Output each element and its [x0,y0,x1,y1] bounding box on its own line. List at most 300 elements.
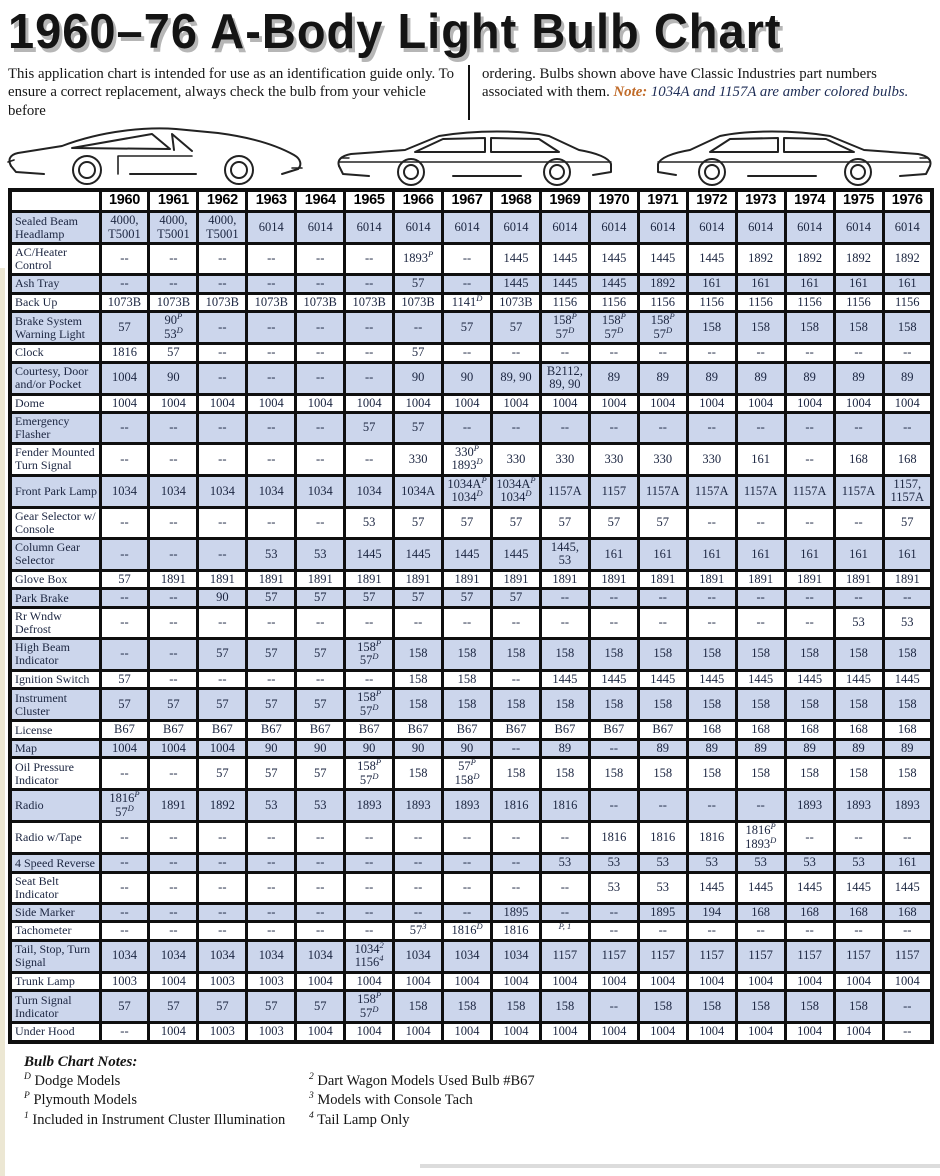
bulb-cell: 1156 [687,293,736,312]
bulb-cell: -- [296,362,345,394]
bulb-cell: -- [149,507,198,538]
bulb-cell: -- [540,344,589,363]
bulb-cell: $158^P$ $57^D$ [345,638,394,670]
bulb-cell: -- [345,362,394,394]
year-header: 1967 [443,190,492,211]
bulb-cell: -- [247,922,296,941]
bulb-cell: 168 [834,443,883,475]
bulb-cell: 1004 [785,972,834,991]
bulb-cell: -- [149,607,198,638]
bulb-cell: -- [492,413,541,444]
bulb-cell: -- [149,538,198,570]
table-row [10,212,932,244]
bulb-cell: 1003 [247,1023,296,1042]
row-label: Courtesy, Door and/or Pocket [10,362,100,394]
bulb-cell: 1073B [149,293,198,312]
bulb-cell: 1004 [296,1023,345,1042]
bulb-cell: -- [296,903,345,922]
bulb-cell: 1157 [736,940,785,972]
bulb-cell: -- [589,922,638,941]
bulb-cell: -- [589,344,638,363]
row-label: Sealed Beam Headlamp [10,212,100,244]
bulb-cell: 1034 [198,940,247,972]
bulb-cell: -- [492,607,541,638]
bulb-cell: 53 [834,607,883,638]
bulb-cell: -- [834,344,883,363]
bulb-cell: -- [198,538,247,570]
notes-column-right [309,1072,535,1131]
bulb-cell: 57 [443,312,492,344]
bulb-cell: 1893 [443,790,492,822]
bulb-cell: -- [736,922,785,941]
bulb-cell: 1004 [589,394,638,413]
bulb-cell: -- [296,344,345,363]
bulb-cell: -- [589,739,638,758]
bulb-cell: 1445 [834,872,883,903]
bulb-cell: 1004 [492,394,541,413]
bulb-cell: 1034 [345,475,394,507]
bulb-cell: 1891 [687,570,736,589]
bulb-cell: 1445 [785,670,834,689]
bulb-cell: 1004 [149,1023,198,1042]
row-label: Under Hood [10,1023,100,1042]
bulb-cell: -- [736,607,785,638]
bulb-cell: 158 [687,991,736,1023]
bulb-cell: 1034$^2$ 1156$^4$ [345,940,394,972]
bulb-cell: 1891 [247,570,296,589]
bulb-cell: 158 [638,689,687,721]
bulb-cell: -- [149,413,198,444]
row-label: Radio w/Tape [10,822,100,854]
bulb-cell: 1157 [785,940,834,972]
table-row [10,721,932,740]
note-label: Note: [613,84,648,101]
bulb-cell: -- [834,413,883,444]
hardtop-coupe-icon [335,128,615,186]
bulb-cell: 330 [638,443,687,475]
bulb-cell: 168 [687,721,736,740]
bulb-cell: 53 [345,507,394,538]
bulb-cell: $330^P$ $1893^D$ [443,443,492,475]
bulb-cell: 89 [687,739,736,758]
bulb-cell: 57 [100,670,149,689]
bulb-cell: 1157 [589,475,638,507]
bulb-cell: 1891 [198,570,247,589]
bulb-cell: 158 [736,758,785,790]
bulb-cell: 168 [883,443,932,475]
year-header: 1962 [198,190,247,211]
bulb-cell: -- [492,344,541,363]
bulb-cell: 1156 [736,293,785,312]
bulb-cell: 57 [100,689,149,721]
bulb-cell: 330 [540,443,589,475]
bulb-cell: -- [198,344,247,363]
bulb-cell: 90 [247,739,296,758]
bulb-cell: 1004 [834,1023,883,1042]
bulb-cell: -- [345,872,394,903]
bulb-cell: 1445 [638,244,687,275]
bulb-cell: 158 [443,991,492,1023]
bulb-cell: 1891 [492,570,541,589]
bulb-cell: 1157, 1157A [883,475,932,507]
bulb-cell: 158 [394,758,443,790]
bulb-cell: 158 [883,758,932,790]
bulb-cell: 1891 [345,570,394,589]
bulb-chart-notes [24,1054,940,1131]
bulb-cell: 158 [443,689,492,721]
bulb-cell: B67 [247,721,296,740]
bulb-cell: -- [100,1023,149,1042]
bulb-cell: 1034 [296,475,345,507]
bulb-cell: -- [883,991,932,1023]
table-row [10,244,932,275]
bulb-cell: -- [638,589,687,608]
bulb-cell: 161 [883,854,932,873]
bulb-cell: -- [589,903,638,922]
bulb-cell: -- [785,607,834,638]
bulb-cell: 168 [883,721,932,740]
bulb-cell: $158^P$ $57^D$ [638,312,687,344]
bulb-cell: 53 [834,854,883,873]
bulb-cell: 1004 [149,394,198,413]
bulb-cell: 1891 [638,570,687,589]
bulb-cell: 1004 [492,972,541,991]
bulb-cell: 161 [736,443,785,475]
bulb-cell: 1445 [883,872,932,903]
bulb-cell: 53 [540,854,589,873]
bulb-cell: -- [540,589,589,608]
bulb-cell: 1157 [834,940,883,972]
row-label: AC/Heater Control [10,244,100,275]
bulb-cell: -- [345,275,394,294]
bulb-cell: -- [687,790,736,822]
bulb-cell: -- [736,344,785,363]
bulb-cell: 1891 [149,790,198,822]
page-title: 1960–76 A-Body Light Bulb Chart [8,3,782,59]
bulb-cell: -- [589,607,638,638]
bulb-cell: -- [638,790,687,822]
bulb-cell: 53 [883,607,932,638]
bulb-cell: 89 [883,739,932,758]
year-header: 1970 [589,190,638,211]
bulb-cell: 158 [394,638,443,670]
bulb-cell: -- [394,872,443,903]
table-row [10,991,932,1023]
bulb-cell: -- [540,822,589,854]
bulb-cell: 161 [834,538,883,570]
note-item: $^3$ Models with Console Tach [309,1091,473,1109]
bulb-cell: B67 [100,721,149,740]
bulb-cell: -- [149,854,198,873]
bulb-application-table [8,188,934,1043]
table-row [10,344,932,363]
bulb-cell: 1004 [394,972,443,991]
bulb-cell: 1816 [492,922,541,941]
bulb-cell: -- [247,822,296,854]
bulb-cell: 90 [394,362,443,394]
bulb-cell: -- [149,872,198,903]
bulb-cell: 158 [492,689,541,721]
bulb-cell: -- [785,344,834,363]
bulb-cell: 89 [736,739,785,758]
bulb-cell: -- [638,413,687,444]
bulb-cell: -- [638,922,687,941]
bulb-cell: 1157 [687,940,736,972]
bulb-cell: 161 [687,538,736,570]
note-item: $^2$ Dart Wagon Models Used Bulb #B67 [309,1071,535,1089]
bulb-cell: 57 [149,689,198,721]
bulb-cell: 1891 [540,570,589,589]
bulb-cell: 1004 [589,1023,638,1042]
bulb-cell: 57 [198,758,247,790]
bulb-cell: 1893 [785,790,834,822]
bulb-cell: 6014 [443,212,492,244]
bulb-cell: -- [687,507,736,538]
bulb-cell: -- [443,413,492,444]
table-row [10,1023,932,1042]
bulb-cell: 90 [443,362,492,394]
bulb-cell: 57 [394,344,443,363]
bulb-cell: 4000, T5001 [198,212,247,244]
bulb-cell: -- [149,275,198,294]
bulb-cell: 57 [198,689,247,721]
bulb-cell: 4000, T5001 [100,212,149,244]
bulb-cell: 1816 [540,790,589,822]
bulb-cell: P, 1 [540,922,589,941]
bulb-cell: 168 [883,903,932,922]
bulb-cell: 6014 [394,212,443,244]
bulb-cell: 89 [883,362,932,394]
bulb-cell: 1157 [638,940,687,972]
bulb-cell: B67 [443,721,492,740]
row-label: Ignition Switch [10,670,100,689]
bulb-cell: 1157A [638,475,687,507]
bulb-cell: 1157A [834,475,883,507]
bulb-cell: 57 [100,570,149,589]
bulb-cell: -- [834,507,883,538]
bulb-cell: $1141^D$ [443,293,492,312]
bulb-cell: -- [247,244,296,275]
page-edge-scan-strip [0,268,5,1176]
bulb-cell: -- [247,362,296,394]
bulb-cell: 1004 [834,394,883,413]
bulb-cell: 57 [149,344,198,363]
bulb-cell: -- [443,344,492,363]
row-label: Glove Box [10,570,100,589]
bulb-cell: 57 [589,507,638,538]
row-label: Instrument Cluster [10,689,100,721]
bulb-cell: 158 [736,991,785,1023]
row-label: Ash Tray [10,275,100,294]
year-header: 1976 [883,190,932,211]
bulb-cell: 1004 [736,394,785,413]
bulb-cell: 1895 [638,903,687,922]
bulb-cell: -- [296,312,345,344]
table-row [10,507,932,538]
bulb-cell: 158 [540,991,589,1023]
bulb-cell: $90^P$ $53^D$ [149,312,198,344]
bulb-cell: -- [149,638,198,670]
bulb-cell: 6014 [296,212,345,244]
bulb-cell: -- [198,903,247,922]
bulb-cell: -- [247,903,296,922]
bulb-cell: 1816 [100,344,149,363]
bulb-cell: 158 [883,638,932,670]
note-text: 1034A and 1157A are amber colored bulbs. [647,84,909,101]
bulb-cell: -- [834,822,883,854]
bulb-cell: 1004 [687,972,736,991]
bulb-cell: 53 [589,854,638,873]
row-label: Column Gear Selector [10,538,100,570]
bulb-cell: 1034 [394,940,443,972]
bulb-cell: 1156 [540,293,589,312]
bulb-cell: -- [443,822,492,854]
bulb-cell: 57 [394,413,443,444]
bulb-cell: 1004 [247,394,296,413]
bulb-cell: -- [149,922,198,941]
row-label: Turn Signal Indicator [10,991,100,1023]
bulb-cell: -- [736,589,785,608]
bulb-cell: -- [540,413,589,444]
bulb-cell: 1003 [198,1023,247,1042]
row-label: License [10,721,100,740]
bulb-cell: 1891 [736,570,785,589]
bulb-cell: 1893 [883,790,932,822]
intro-left-text: This application chart is intended for use as an identification guide only. To ensure a correct replacement, always check the bulb from your vehicle before [8,66,455,119]
bulb-cell: 1004 [687,1023,736,1042]
bulb-cell: -- [296,275,345,294]
bulb-cell: -- [149,443,198,475]
bulb-cell: -- [296,670,345,689]
bulb-cell: 1445 [492,538,541,570]
table-row [10,739,932,758]
row-label: High Beam Indicator [10,638,100,670]
bulb-cell: B67 [394,721,443,740]
bulb-cell: 57 [540,507,589,538]
bulb-cell: 57 [492,312,541,344]
bulb-cell: 330 [394,443,443,475]
bulb-cell: -- [296,413,345,444]
bulb-cell: -- [687,607,736,638]
year-header: 1961 [149,190,198,211]
bulb-cell: 6014 [589,212,638,244]
bulb-cell: 6014 [247,212,296,244]
bulb-cell: -- [198,872,247,903]
bulb-cell: 330 [687,443,736,475]
year-header: 1972 [687,190,736,211]
bulb-cell: 57 [198,991,247,1023]
year-header: 1965 [345,190,394,211]
bulb-cell: 158 [492,758,541,790]
bulb-cell: 57 [394,507,443,538]
bulb-cell: -- [296,443,345,475]
table-row [10,607,932,638]
bulb-cell: 158 [883,689,932,721]
bulb-cell: -- [100,413,149,444]
bulb-cell: 57 [247,689,296,721]
notes-column-left [24,1072,309,1131]
bulb-cell: -- [785,413,834,444]
bulb-cell: 1816 [638,822,687,854]
bulb-cell: -- [247,413,296,444]
bulb-cell: $1893^P$ [394,244,443,275]
bulb-cell: -- [198,670,247,689]
year-header: 1975 [834,190,883,211]
bulb-cell: 1816 [589,822,638,854]
bulb-cell: 1445 [687,670,736,689]
bulb-cell: -- [100,903,149,922]
bulb-cell: 161 [785,538,834,570]
bulb-cell: 90 [296,739,345,758]
bulb-cell: 1004 [540,394,589,413]
bulb-cell: -- [785,589,834,608]
bulb-cell: -- [100,275,149,294]
intro-paragraphs [8,65,932,120]
row-label: Side Marker [10,903,100,922]
bulb-cell: 1891 [296,570,345,589]
bulb-cell: 1004 [345,1023,394,1042]
bulb-cell: 1156 [638,293,687,312]
bulb-cell: 89 [687,362,736,394]
bulb-cell: 161 [785,275,834,294]
bulb-cell: 57 [296,689,345,721]
bulb-cell: -- [492,670,541,689]
bulb-cell: 53 [687,854,736,873]
bulb-cell: -- [492,822,541,854]
bulb-cell: 1445 [394,538,443,570]
bulb-cell: 1034 [443,940,492,972]
bulb-cell: -- [394,854,443,873]
bulb-cell: 6014 [834,212,883,244]
row-label: Fender Mounted Turn Signal [10,443,100,475]
bulb-cell: 89 [638,362,687,394]
bulb-cell: 1445 [785,872,834,903]
bulb-cell: 1004 [736,1023,785,1042]
bulb-cell: 89 [540,739,589,758]
bulb-cell: 1892 [883,244,932,275]
bulb-cell: 89 [589,362,638,394]
bulb-cell: B67 [589,721,638,740]
year-header: 1966 [394,190,443,211]
bulb-cell: 1034 [100,475,149,507]
bulb-cell: -- [296,922,345,941]
bulb-cell: 57 [492,507,541,538]
bulb-cell: 158 [834,758,883,790]
bulb-cell: 6014 [736,212,785,244]
bulb-cell: 161 [883,538,932,570]
bulb-cell: -- [100,822,149,854]
bulb-cell: 1895 [492,903,541,922]
bulb-cell: 1004 [198,739,247,758]
bulb-cell: -- [198,822,247,854]
bulb-cell: -- [247,312,296,344]
year-header: 1974 [785,190,834,211]
bulb-cell: 1157A [687,475,736,507]
bulb-cell: -- [198,362,247,394]
bulb-cell: 1445 [345,538,394,570]
bulb-cell: $158^P$ $57^D$ [345,758,394,790]
bulb-cell: 158 [394,670,443,689]
bulb-cell: 1445 [540,670,589,689]
table-row [10,689,932,721]
bulb-cell: 1445 [883,670,932,689]
row-label: Gear Selector w/ Console [10,507,100,538]
bulb-cell: -- [296,607,345,638]
bulb-cell: $158^P$ $57^D$ [345,689,394,721]
car-silhouettes [6,124,934,186]
bulb-cell: -- [247,872,296,903]
bulb-cell: 1004 [492,1023,541,1042]
